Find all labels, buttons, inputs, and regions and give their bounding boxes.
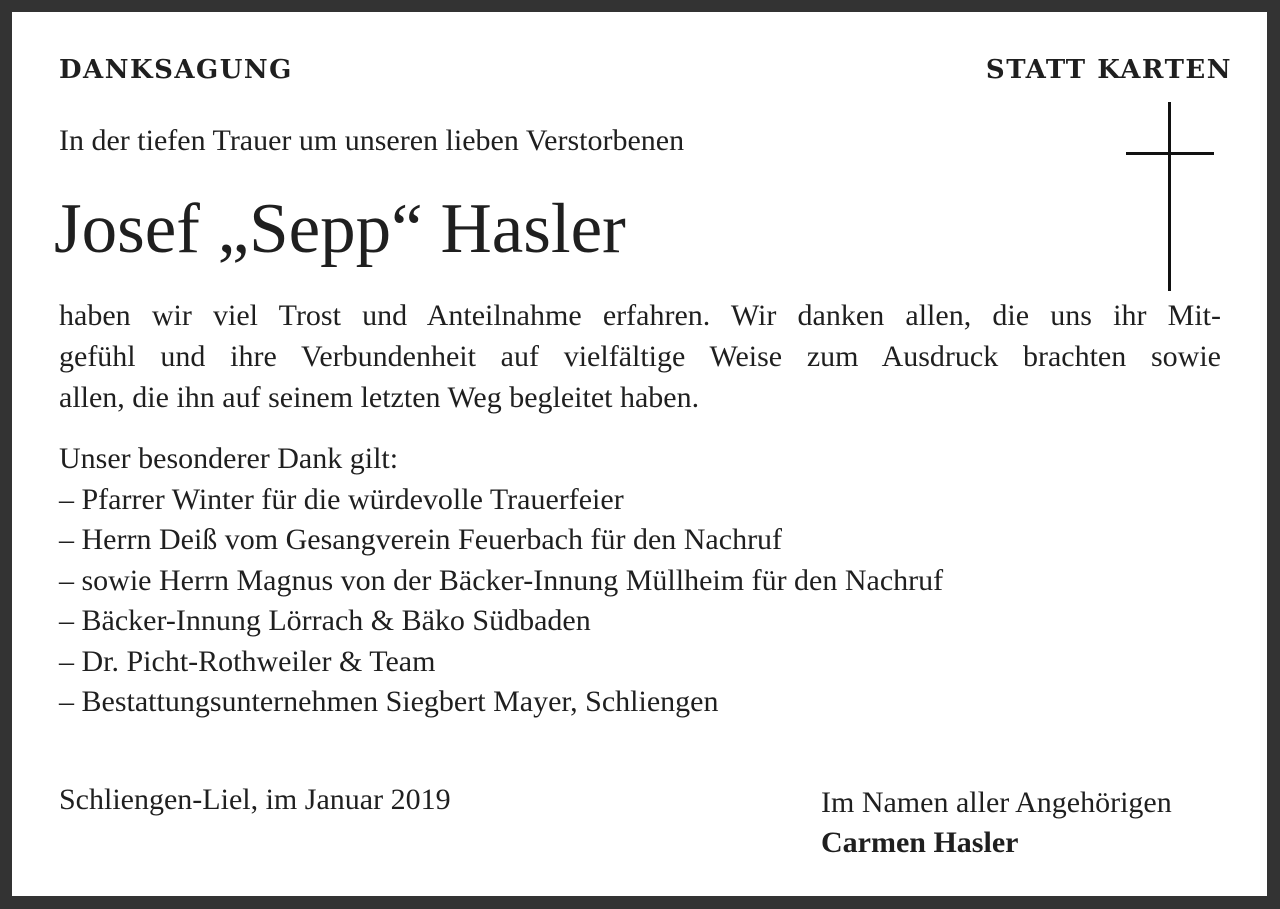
list-item: – Bäcker-Innung Lörrach & Bäko Südbaden bbox=[59, 604, 591, 637]
special-thanks-list bbox=[59, 439, 943, 723]
cross-vertical-bar bbox=[1168, 102, 1171, 291]
paragraph-line: gefühl und ihre Verbundenheit auf vielfältige Weise zum Ausdruck brachten sowie bbox=[59, 340, 1221, 373]
paragraph-line: haben wir viel Trost und Anteilnahme erfahren. Wir danken allen, die uns ihr Mit- bbox=[59, 299, 1221, 332]
cross-horizontal-bar bbox=[1126, 152, 1214, 155]
list-item: – Dr. Picht-Rothweiler & Team bbox=[59, 644, 436, 678]
list-item: – Bestattungsunternehmen Siegbert Mayer, Schliengen bbox=[59, 685, 719, 718]
header-statt-karten: STATT KARTEN bbox=[985, 55, 1232, 85]
on-behalf-text: Im Namen aller Angehörigen bbox=[821, 786, 1172, 819]
list-item: – Herrn Deiß vom Gesangverein Feuerbach für den Nachruf bbox=[59, 523, 783, 556]
signature-block bbox=[821, 783, 1172, 863]
special-thanks-heading: Unser besonderer Dank gilt: bbox=[59, 442, 399, 475]
intro-text: In der tiefen Trauer um unseren lieben Verstorbenen bbox=[59, 124, 685, 157]
obituary-notice bbox=[12, 12, 1267, 896]
place-date: Schliengen-Liel, im Januar 2019 bbox=[59, 783, 451, 816]
list-item: – sowie Herrn Magnus von der Bäcker-Innung Müllheim für den Nachruf bbox=[59, 563, 944, 597]
header-danksagung: DANKSAGUNG bbox=[59, 55, 293, 85]
signatory-name: Carmen Hasler bbox=[821, 826, 1019, 859]
thanks-paragraph bbox=[59, 295, 1221, 418]
paragraph-line: allen, die ihn auf seinem letzten Weg begleitet haben. bbox=[59, 381, 700, 414]
list-item: – Pfarrer Winter für die würdevolle Trauerfeier bbox=[59, 482, 624, 516]
deceased-name: Josef „Sepp“ Hasler bbox=[54, 190, 626, 268]
